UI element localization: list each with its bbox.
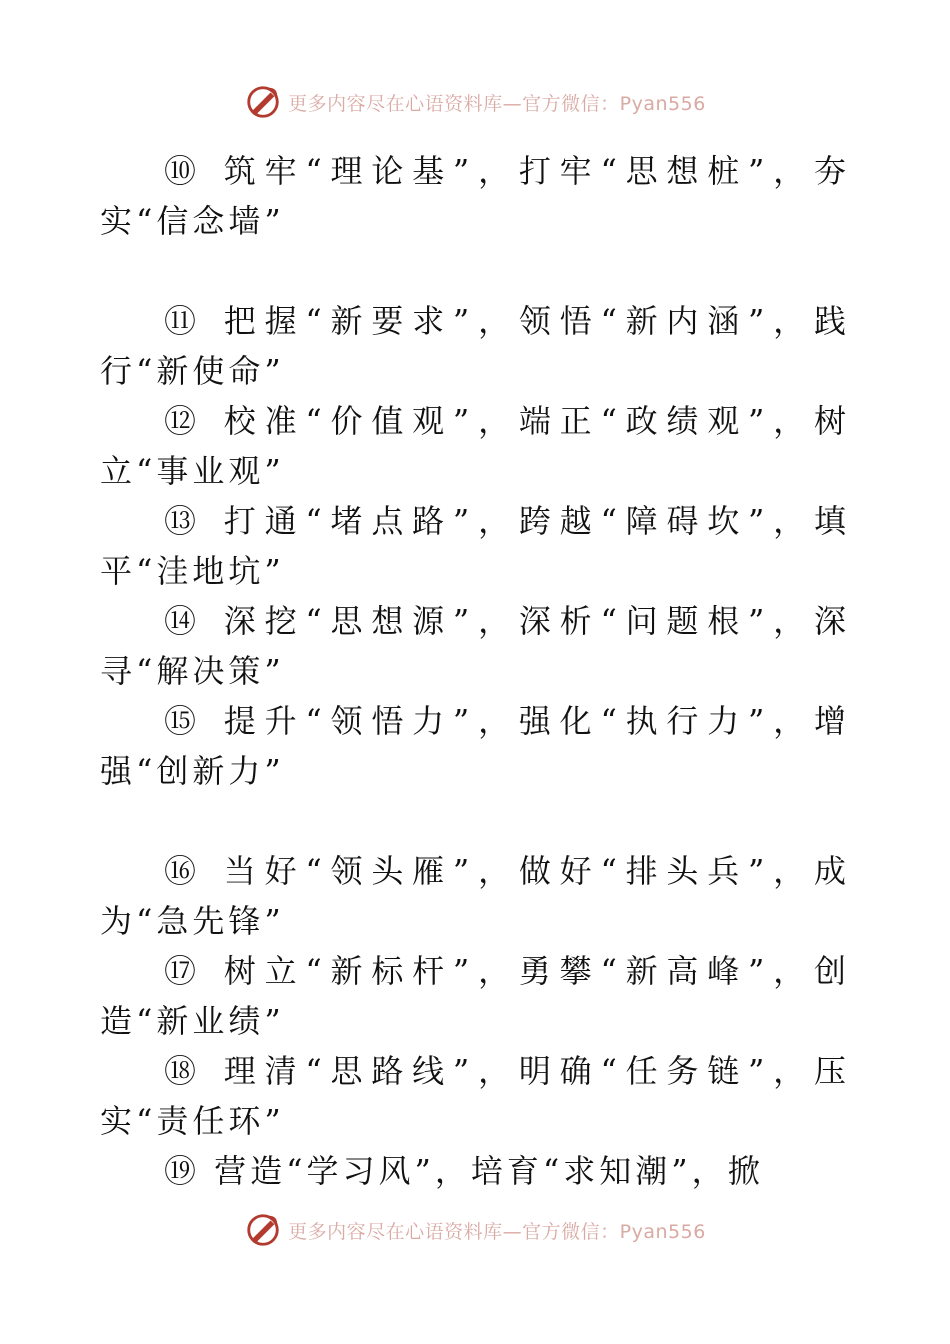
blank-line (100, 796, 850, 846)
document-body (100, 146, 850, 1196)
paragraph-12: ⑫ 校准“价值观”，端正“政绩观”，树立“事业观” (100, 402, 850, 490)
paragraph-11: ⑪ 把握“新要求”，领悟“新内涵”，践行“新使命” (100, 302, 850, 390)
footer-banner-text: 更多内容尽在心语资料库—官方微信：Pyan556 (288, 1220, 706, 1243)
header-banner (0, 82, 950, 122)
paragraph-14: ⑭ 深挖“思想源”，深析“问题根”，深寻“解决策” (100, 602, 850, 690)
paragraph-18: ⑱ 理清“思路线”，明确“任务链”，压实“责任环” (100, 1052, 850, 1140)
header-banner-text: 更多内容尽在心语资料库—官方微信：Pyan556 (288, 92, 706, 115)
blank-line (100, 246, 850, 296)
paragraph-16: ⑯ 当好“领头雁”，做好“排头兵”，成为“急先锋” (100, 852, 850, 940)
paragraph-13: ⑬ 打通“堵点路”，跨越“障碍坎”，填平“洼地坑” (100, 502, 850, 590)
pen-logo-icon (244, 83, 282, 121)
footer-banner (0, 1210, 950, 1250)
paragraph-17: ⑰ 树立“新标杆”，勇攀“新高峰”，创造“新业绩” (100, 952, 850, 1040)
paragraph-15: ⑮ 提升“领悟力”，强化“执行力”，增强“创新力” (100, 702, 850, 790)
paragraph-10: ⑩ 筑牢“理论基”，打牢“思想桩”，夯实“信念墙” (100, 152, 850, 240)
paragraph-19: ⑲ 营造“学习风”，培育“求知潮”，掀 (164, 1152, 764, 1190)
pen-logo-icon (244, 1211, 282, 1249)
